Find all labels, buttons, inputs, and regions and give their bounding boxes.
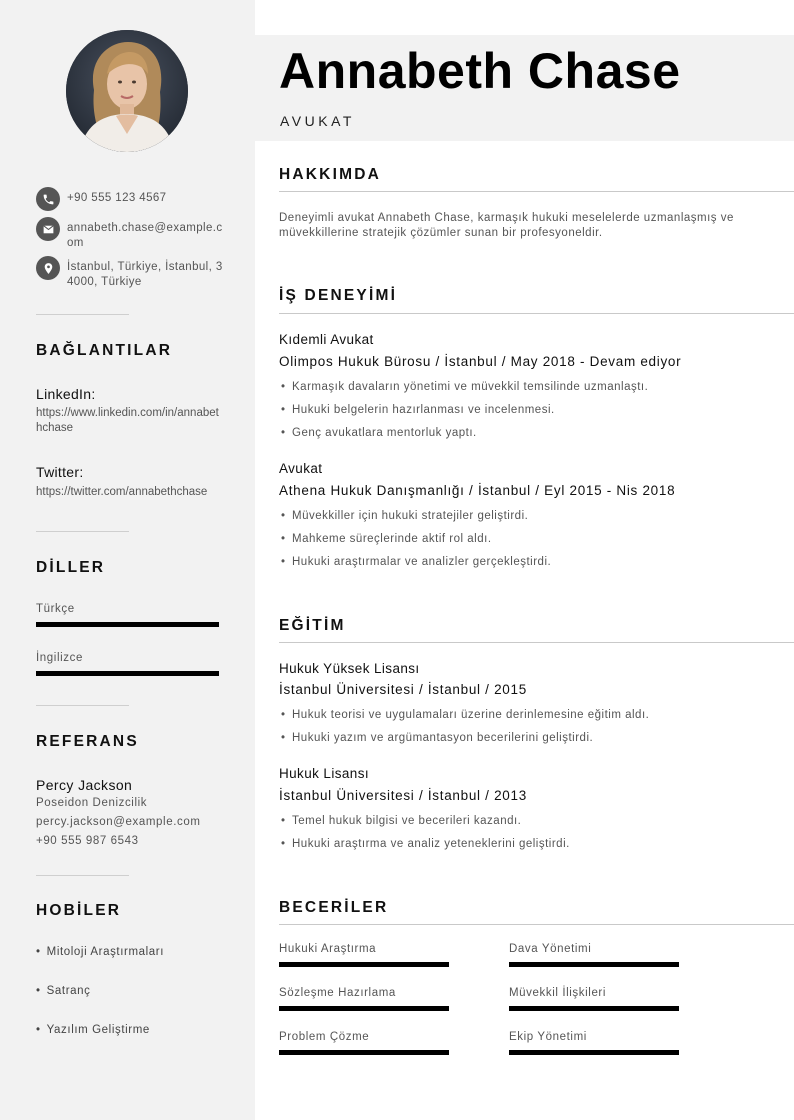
job-title-header: AVUKAT [280,113,355,129]
language-level-bar [36,671,219,676]
links-heading: BAĞLANTILAR [36,342,173,359]
skill-level-bar [279,1050,449,1055]
skill-label: Hukuki Araştırma [279,943,377,955]
hobby-item: • Mitoloji Araştırmaları [36,946,165,958]
hobbies-heading: HOBİLER [36,902,122,919]
education-bullet: • Hukuki araştırma ve analiz yeteneklerini geliştirdi. [281,838,570,850]
skill-level-bar [509,1050,679,1055]
contact-address [36,256,226,290]
reference-phone: +90 555 987 6543 [36,835,139,847]
education-degree: Hukuk Lisansı [279,766,369,781]
job-title: Avukat [279,461,323,476]
phone-icon [36,187,60,211]
job-bullet: • Mahkeme süreçlerinde aktif rol aldı. [281,533,492,545]
hobby-label: Satranç [46,985,91,997]
bullet-text: Hukuki araştırma ve analiz yeteneklerini geliştirdi. [292,838,570,850]
sidebar-divider [36,705,129,706]
skill-level-bar [509,1006,679,1011]
education-heading: EĞİTİM [279,617,346,634]
hobby-label: Yazılım Geliştirme [46,1024,150,1036]
language-label: İngilizce [36,652,83,664]
reference-email[interactable]: percy.jackson@example.com [36,816,201,828]
linkedin-label: LinkedIn: [36,386,96,402]
about-heading: HAKKIMDA [279,166,381,183]
bullet-text: Hukuk teorisi ve uygulamaları üzerine derinlemesine eğitim aldı. [292,709,650,721]
job-title: Kıdemli Avukat [279,332,374,347]
twitter-label: Twitter: [36,464,84,480]
bullet-text: Hukuki yazım ve argümantasyon becerilerini geliştirdi. [292,732,594,744]
skill-level-bar [509,962,679,967]
hobby-label: Mitoloji Araştırmaları [46,946,165,958]
profile-photo-illustration [66,30,188,152]
skill-label: Ekip Yönetimi [509,1031,587,1043]
reference-company: Poseidon Denizcilik [36,797,148,809]
bullet-text: Hukuki belgelerin hazırlanması ve incelenmesi. [292,404,555,416]
section-divider [279,642,794,643]
job-bullet: • Hukuki araştırmalar ve analizler gerçekleştirdi. [281,556,552,568]
education-degree: Hukuk Yüksek Lisansı [279,661,420,676]
skills-heading: BECERİLER [279,899,389,916]
profile-photo [66,30,188,152]
envelope-icon [36,217,60,241]
sidebar-divider [36,314,129,315]
skill-label: Müvekkil İlişkileri [509,987,607,999]
job-company: Athena Hukuk Danışmanlığı / İstanbul / Eyl 2015 - Nis 2018 [279,483,676,498]
section-divider [279,191,794,192]
sidebar-divider [36,875,129,876]
job-bullet: • Genç avukatlara mentorluk yaptı. [281,427,477,439]
bullet-text: Hukuki araştırmalar ve analizler gerçekleştirdi. [292,556,552,568]
job-bullet: • Hukuki belgelerin hazırlanması ve incelenmesi. [281,404,555,416]
bullet-text: Temel hukuk bilgisi ve becerileri kazandı. [292,815,522,827]
skill-label: Problem Çözme [279,1031,370,1043]
contact-email [36,217,226,251]
phone-text: +90 555 123 4567 [67,192,167,204]
about-text: Deneyimli avukat Annabeth Chase, karmaşık hukuki meselelerde uzmanlaşmış ve müvekkillerine stratejik çözümler sunan bir profesyoneldir. [279,212,734,239]
skill-label: Sözleşme Hazırlama [279,987,396,999]
hobby-item: • Satranç [36,985,91,997]
section-divider [279,924,794,925]
skill-label: Dava Yönetimi [509,943,592,955]
languages-heading: DİLLER [36,559,106,576]
section-divider [279,313,794,314]
education-school: İstanbul Üniversitesi / İstanbul / 2015 [279,682,527,697]
bullet-text: Müvekkiller için hukuki stratejiler geliştirdi. [292,510,529,522]
bullet-text: Genç avukatlara mentorluk yaptı. [292,427,477,439]
location-pin-icon [36,256,60,280]
reference-name: Percy Jackson [36,777,133,793]
linkedin-link[interactable]: https://www.linkedin.com/in/annabethchase [36,407,219,434]
education-bullet: • Temel hukuk bilgisi ve becerileri kazandı. [281,815,522,827]
experience-heading: İŞ DENEYİMİ [279,287,398,304]
twitter-link[interactable]: https://twitter.com/annabethchase [36,486,208,498]
job-bullet: • Karmaşık davaların yönetimi ve müvekkil temsilinde uzmanlaştı. [281,381,649,393]
reference-heading: REFERANS [36,733,139,750]
language-label: Türkçe [36,603,75,615]
bullet-text: Mahkeme süreçlerinde aktif rol aldı. [292,533,492,545]
education-school: İstanbul Üniversitesi / İstanbul / 2013 [279,788,527,803]
email-text[interactable]: annabeth.chase@example.com [67,222,223,249]
job-bullet: • Müvekkiller için hukuki stratejiler geliştirdi. [281,510,529,522]
job-company: Olimpos Hukuk Bürosu / İstanbul / May 2018 - Devam ediyor [279,354,682,369]
sidebar-divider [36,531,129,532]
skill-level-bar [279,962,449,967]
education-bullet: • Hukuki yazım ve argümantasyon becerilerini geliştirdi. [281,732,594,744]
skill-level-bar [279,1006,449,1011]
address-text: İstanbul, Türkiye, İstanbul, 34000, Türkiye [67,261,223,288]
education-bullet: • Hukuk teorisi ve uygulamaları üzerine derinlemesine eğitim aldı. [281,709,650,721]
bullet-text: Karmaşık davaların yönetimi ve müvekkil temsilinde uzmanlaştı. [292,381,649,393]
contact-phone [36,187,226,211]
language-level-bar [36,622,219,627]
hobby-item: • Yazılım Geliştirme [36,1024,150,1036]
person-name: Annabeth Chase [279,43,681,99]
